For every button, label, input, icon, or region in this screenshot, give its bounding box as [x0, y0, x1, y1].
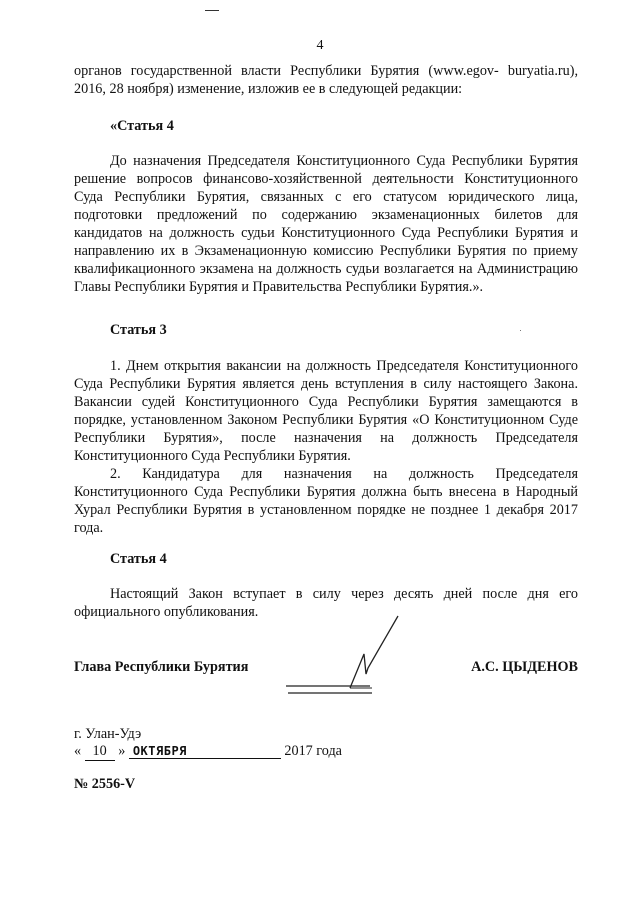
article-3-heading: Статья 3	[110, 322, 167, 338]
article-3-paragraph-1: 1. Днем открытия вакансии на должность Председателя Конституционного Суда Республики Бурятия является день вступления в силу настоящего Закона. Вакансии судей Конституционного Суда Республики Бурятия замещаются в порядке, установленном Законом Республики Бурятия «О Конституционном Суде Республики Бурятия», после назначения на должность Председателя Конституционного Суда Республики Бурятия.	[74, 358, 578, 464]
signatory-name: А.С. ЦЫДЕНОВ	[471, 659, 578, 675]
article-4-heading: Статья 4	[110, 551, 167, 567]
quoted-article-paragraph: До назначения Председателя Конституционного Суда Республики Бурятия решение вопросов финансово-хозяйственной деятельности Конституционного Суда Республики Бурятия, связанных с его статусом юридического лица, подготовки предложений по содержанию экзаменационных билетов для кандидатов на должность судьи Конституционного Суда Республики Бурятия и направлению их в Экзаменационную комиссию Республики Бурятия по приему квалификационного экзамена на должность судьи возлагается на Администрацию Главы Республики Бурятия и Правительства Республики Бурятия.».	[74, 153, 578, 295]
date-month-stamp: ОКТЯБРЯ	[129, 744, 281, 759]
date-open-quote: «	[74, 743, 82, 759]
date-close-quote: »	[118, 743, 126, 759]
quoted-article-heading: «Статья 4	[110, 118, 174, 134]
date-year: 2017 года	[284, 743, 342, 759]
date-day: 10	[85, 743, 115, 761]
article-4-paragraph: Настоящий Закон вступает в силу через десять дней после дня его официального опубликования.	[74, 586, 578, 620]
handwritten-signature	[280, 610, 420, 710]
signing-date	[74, 743, 342, 761]
page-number: 4	[316, 38, 324, 53]
law-number: № 2556-V	[74, 776, 136, 792]
scan-mark	[205, 10, 219, 11]
place-of-signing: г. Улан-Удэ	[74, 726, 142, 742]
signatory-title: Глава Республики Бурятия	[74, 659, 249, 675]
scan-speck	[520, 330, 521, 331]
intro-paragraph: органов государственной власти Республики Бурятия (www.egov- buryatia.ru), 2016, 28 ноября) изменение, изложив ее в следующей редакции:	[74, 63, 578, 97]
article-3-paragraph-2: 2. Кандидатура для назначения на должность Председателя Конституционного Суда Республики Бурятия должна быть внесена в Народный Хурал Республики Бурятия в установленном порядке не позднее 1 декабря 2017 года.	[74, 466, 578, 536]
